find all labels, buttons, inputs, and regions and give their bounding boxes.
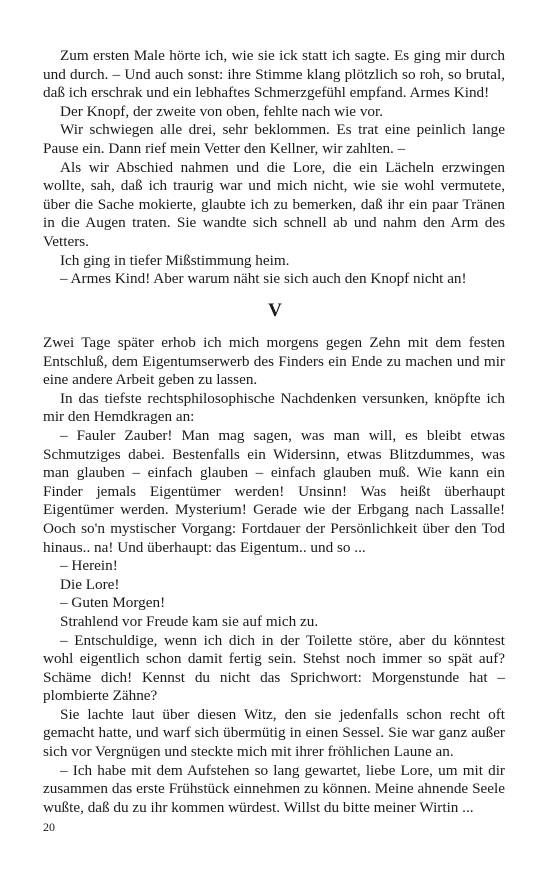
paragraph: Zum ersten Male hörte ich, wie sie ick statt ich sagte. Es ging mir durch und durch. – Und auch sonst: ihre Stimme klang plötzlich so roh, so brutal, daß ich erschrak und ein lebhaftes Schmerzgefühl empfand. Armes Kind! bbox=[43, 47, 505, 102]
text-section-bottom bbox=[43, 334, 505, 817]
paragraph: Als wir Abschied nahmen und die Lore, die ein Lächeln erzwingen wollte, sah, daß ich traurig war und mich nicht, wie sie wohl vermutete, über die Sache mokierte, glaubte ich zu bemerken, daß ihr ein paar Tränen in die Augen traten. Sie wandte sich schnell ab und nahm den Arm des Vetters. bbox=[43, 158, 505, 250]
paragraph: – Herein! bbox=[60, 557, 118, 575]
paragraph: – Armes Kind! Aber warum näht sie sich auch den Knopf nicht an! bbox=[60, 270, 467, 288]
paragraph: Die Lore! bbox=[60, 575, 120, 593]
chapter-heading: V bbox=[268, 300, 282, 321]
paragraph: Wir schwiegen alle drei, sehr beklommen. Es trat eine peinlich lange Pause ein. Dann rief mein Vetter den Kellner, wir zahlten. – bbox=[43, 121, 505, 157]
paragraph: In das tiefste rechtsphilosophische Nachdenken versunken, knöpfte ich mir den Hemdkragen an: bbox=[43, 389, 505, 426]
text-section-top bbox=[43, 47, 505, 289]
paragraph: Strahlend vor Freude kam sie auf mich zu. bbox=[60, 612, 319, 630]
paragraph: – Guten Morgen! bbox=[60, 594, 166, 612]
paragraph: – Fauler Zauber! Man mag sagen, was man will, es bleibt etwas Schmutziges dabei. Bestenfalls ein Widersinn, etwas Blitzdummes, was man glauben – einfach glauben – einfach glauben muß. Wie kann ein Finder jemals Eigentümer werden! Unsinn! Was heißt überhaupt Eigentümer werden. Mysterium! Gerade wie der Erbgang nach Lassalle! Ooch so'n mystischer Vorgang: Fortdauer der Persönlichkeit über den Tod hinaus.. na! Und überhaupt: das Eigentum.. und so ... bbox=[43, 426, 505, 556]
paragraph: – Entschuldige, wenn ich dich in der Toilette störe, aber du könntest wohl eigentlich schon damit fertig sein. Stehst noch immer so spät auf? Schäme dich! Kennst du nicht das Sprichwort: Morgenstunde hat – plombierte Zähne? bbox=[43, 631, 505, 705]
paragraph: Zwei Tage später erhob ich mich morgens gegen Zehn mit dem festen Entschluß, dem Eigentumserwerb des Finders ein Ende zu machen und mir eine andere Arbeit geben zu lassen. bbox=[43, 334, 505, 389]
paragraph: Sie lachte laut über diesen Witz, den sie jedenfalls schon recht oft gemacht hatte, und warf sich übermütig in einen Sessel. Sie war ganz außer sich vor Vergnügen und steckte mich mit ihrer fröhlichen Laune an. bbox=[43, 705, 505, 761]
paragraph: – Ich habe mit dem Aufstehen so lang gewartet, liebe Lore, um mit dir zusammen das erste Frühstück einnehmen zu können. Meine ahnende Seele wußte, daß du zu ihr kommen würdest. Willst du bitte meiner Wirtin ... bbox=[43, 761, 505, 816]
page-number: 20 bbox=[43, 820, 55, 834]
paragraph: Ich ging in tiefer Mißstimmung heim. bbox=[60, 251, 290, 269]
paragraph: Der Knopf, der zweite von oben, fehlte nach wie vor. bbox=[60, 102, 384, 120]
